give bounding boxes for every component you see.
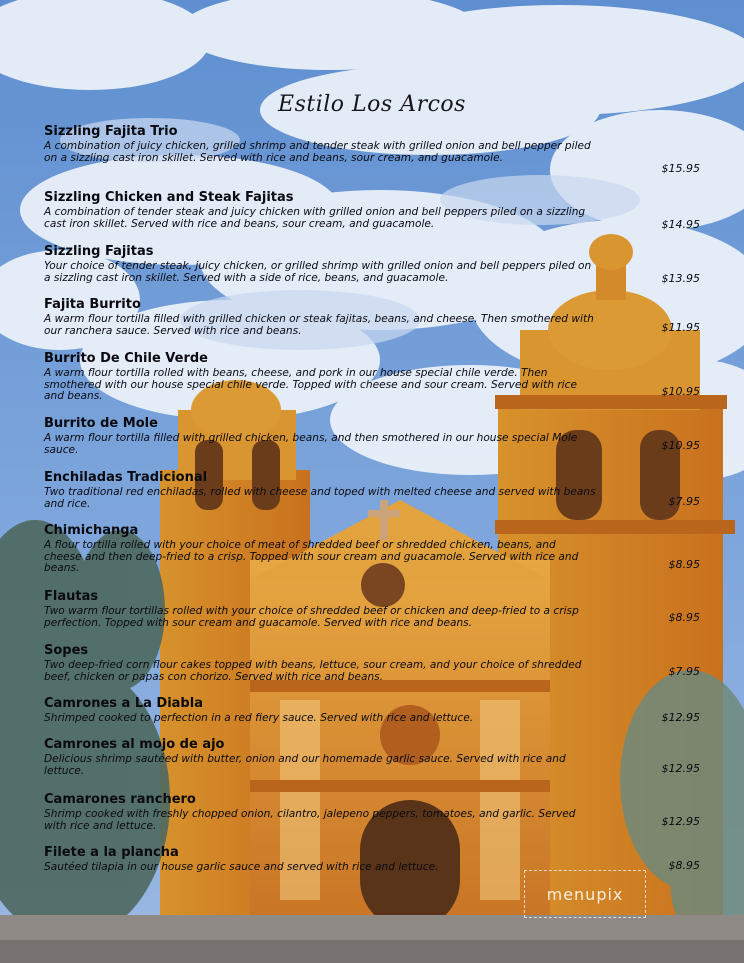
menu-item-name: Enchiladas Tradicional [44, 470, 208, 485]
menu-item-description: Two traditional red enchiladas, rolled with cheese and toped with melted cheese and served with beans and rice. [44, 486, 596, 510]
menu-item-price: $10.95 [661, 439, 700, 452]
menu-item-price: $12.95 [661, 711, 700, 724]
menu-item-description: A combination of juicy chicken, grilled shrimp and tender steak with grilled onion and bell pepper piled on a sizzling cast iron skillet. Served with rice and beans, sour cream, and guacamole. [44, 140, 591, 164]
menu-item-description: Two warm flour tortillas rolled with your choice of shredded beef or chicken and deep-fried to a crisp perfection. Topped with sour cream and guacamole. Served with rice and beans. [44, 605, 579, 629]
menu-item-name: Filete a la plancha [44, 845, 179, 860]
menu-item [44, 297, 704, 337]
menu-item-price: $12.95 [661, 762, 700, 775]
menu-item [44, 190, 704, 230]
menu-item-price: $13.95 [661, 272, 700, 285]
menu-item-name: Flautas [44, 589, 99, 604]
menu-item-price: $7.95 [668, 495, 700, 508]
menu-item-price: $7.95 [668, 665, 700, 678]
menu-title: Estilo Los Arcos [278, 92, 466, 117]
menu-item-price: $12.95 [661, 815, 700, 828]
menu-item [44, 792, 704, 832]
menupix-watermark: menupix [524, 870, 646, 918]
menu-item-description: Shrimped cooked to perfection in a red fiery sauce. Served with rice and lettuce. [44, 712, 474, 724]
menu-item-description: Two deep-fried corn flour cakes topped with beans, lettuce, sour cream, and your choice of shredded beef, chicken or papas con chorizo. Served with rice and beans. [44, 659, 582, 683]
menu-item [44, 416, 704, 456]
menu-item-price: $11.95 [661, 321, 700, 334]
menu-item-price: $8.95 [668, 558, 700, 571]
menu-item-price: $8.95 [668, 611, 700, 624]
menu-item [44, 737, 704, 777]
menu-item-name: Chimichanga [44, 523, 139, 538]
menu-item [44, 124, 704, 175]
menu-item-price: $8.95 [668, 859, 700, 872]
menu-item-description: Your choice of tender steak, juicy chicken, or grilled shrimp with grilled onion and bell peppers piled on a sizzling cast iron skillet. Served with a side of rice, beans, and guacamole. [44, 260, 592, 284]
menu-item-name: Sizzling Fajitas [44, 244, 154, 259]
menu-item-description: A combination of tender steak and juicy chicken with grilled onion and bell peppers piled on a sizzling cast iron skillet. Served with rice and beans, sour cream, and guacamole. [44, 206, 586, 230]
menu-item [44, 696, 704, 725]
menu-item-name: Fajita Burrito [44, 297, 141, 312]
menu-item-name: Sizzling Fajita Trio [44, 124, 178, 139]
menu-item-description: A warm flour tortilla filled with grilled chicken, beans, and then smothered in our house special Mole sauce. [44, 432, 578, 456]
menu-item-description: Delicious shrimp sautéed with butter, onion and our homemade garlic sauce. Served with rice and lettuce. [44, 753, 566, 777]
menu-item-price: $15.95 [661, 162, 700, 175]
menu-item [44, 845, 704, 874]
menu-item-name: Sizzling Chicken and Steak Fajitas [44, 190, 294, 205]
menu-item [44, 470, 704, 510]
menu-item-description: Sautéed tilapia in our house garlic sauce and served with rice and lettuce. [44, 861, 439, 873]
menu-item-name: Burrito De Chile Verde [44, 351, 208, 366]
menu-item [44, 351, 704, 403]
menu-item-name: Burrito de Mole [44, 416, 158, 431]
menu-item [44, 244, 704, 284]
menu-item [44, 589, 704, 629]
menu-item-description: A warm flour tortilla filled with grilled chicken or steak fajitas, beans, and cheese. Then smothered with our ranchera sauce. Served with rice and beans. [44, 313, 594, 337]
menu-item [44, 523, 704, 575]
menu-item-description: A flour tortilla rolled with your choice of meat of shredded beef or shredded chicken, beans, and cheese and then deep-fried to a crisp. Topped with sour cream and guacamole. Served with rice and beans. [44, 539, 579, 574]
menu-item-name: Camarones ranchero [44, 792, 196, 807]
menu-item-price: $14.95 [661, 218, 700, 231]
menu-item-name: Sopes [44, 643, 89, 658]
menu-item-price: $10.95 [661, 385, 700, 398]
menu-item-description: A warm flour tortilla rolled with beans, cheese, and pork in our house special chile verde. Then smothered with our house special chile verde. Topped with cheese and sour cream. Served with rice and beans. [44, 367, 577, 402]
menu-item [44, 643, 704, 683]
menu-item-name: Camrones al mojo de ajo [44, 737, 225, 752]
menu-item-description: Shrimp cooked with freshly chopped onion, cilantro, jalepeno peppers, tomatoes, and garlic. Served with rice and lettuce. [44, 808, 576, 832]
menu-item-name: Camrones a La Diabla [44, 696, 203, 711]
